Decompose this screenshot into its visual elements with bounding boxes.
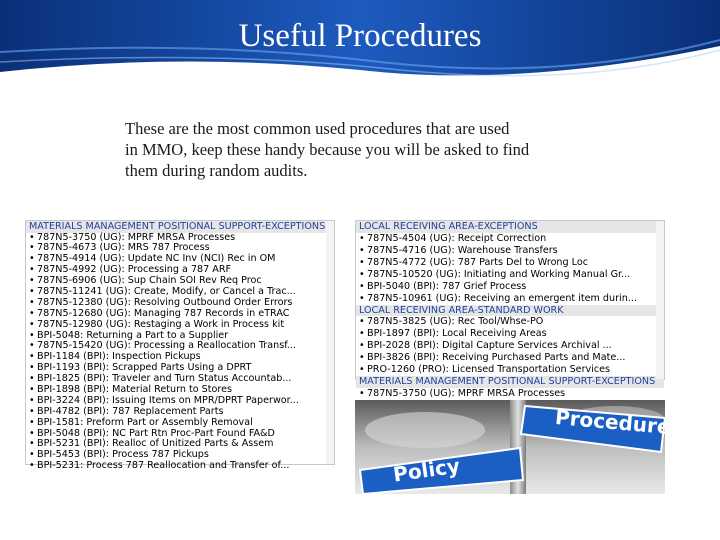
bullet: •	[359, 268, 365, 280]
bullet: •	[29, 318, 35, 330]
intro-line: in MMO, keep these handy because you will be asked to find	[125, 140, 530, 159]
bullet: •	[29, 329, 35, 341]
bullet: •	[359, 340, 365, 351]
bullet: •	[29, 351, 35, 363]
procedure-label: 787N5-4673 (UG): MRS 787 Process	[37, 242, 210, 254]
procedure-label: 787N5-11241 (UG): Create, Modify, or Cancel a Trac...	[37, 285, 296, 297]
bullet: •	[29, 427, 35, 439]
procedure-link[interactable]	[356, 316, 664, 328]
scrollbar[interactable]	[326, 221, 334, 464]
procedure-label: BPI-1897 (BPI): Local Receiving Areas	[367, 328, 547, 339]
slide-title: Useful Procedures	[238, 18, 482, 54]
procedure-label: BPI-5048: Returning a Part to a Supplier	[37, 329, 229, 341]
bullet: •	[359, 328, 365, 339]
intro-line: them during random audits.	[125, 161, 308, 180]
bullet: •	[29, 253, 35, 265]
procedure-label: BPI-5048 (BPI): NC Part Rtn Proc-Part Found FA&D	[37, 427, 275, 439]
procedure-label: 787N5-12680 (UG): Managing 787 Records in eTRAC	[37, 307, 290, 319]
procedure-link[interactable]	[356, 352, 664, 364]
procedures-list-left	[25, 220, 335, 472]
section-header: MATERIALS MANAGEMENT POSITIONAL SUPPORT-EXCEPTIONS	[26, 221, 334, 233]
bullet: •	[29, 296, 35, 308]
bullet: •	[29, 362, 35, 374]
procedure-label: 787N5-3750 (UG): MPRF MRSA Processes	[37, 231, 236, 243]
procedure-link[interactable]	[356, 233, 664, 245]
procedure-label: 787N5-4504 (UG): Receipt Correction	[367, 232, 547, 244]
scrollbar[interactable]	[656, 221, 664, 379]
bullet: •	[29, 307, 35, 319]
procedure-label: 787N5-4716 (UG): Warehouse Transfers	[367, 244, 558, 256]
procedure-label: BPI-5040 (BPI): 787 Grief Process	[367, 280, 527, 292]
procedure-link[interactable]	[356, 257, 664, 269]
bullet: •	[29, 383, 35, 395]
intro-line: These are the most common used procedures that are used	[125, 119, 510, 138]
procedure-label: BPI-5231 (BPI): Realloc of Unitized Parts & Assem	[37, 438, 274, 450]
procedure-link[interactable]	[356, 281, 664, 293]
procedure-label: 787N5-4992 (UG): Processing a 787 ARF	[37, 264, 232, 276]
bullet: •	[359, 364, 365, 375]
procedure-label: 787N5-12380 (UG): Resolving Outbound Order Errors	[37, 296, 293, 308]
procedure-label: 787N5-10520 (UG): Initiating and Working Manual Gr...	[367, 268, 631, 280]
procedure-link[interactable]	[356, 340, 664, 352]
procedure-label: PRO-1260 (PRO): Licensed Transportation Services	[367, 364, 611, 375]
bullet: •	[359, 280, 365, 292]
procedure-label: 787N5-4914 (UG): Update NC Inv (NCI) Rec in OM	[37, 253, 276, 265]
procedure-link[interactable]	[356, 293, 664, 305]
section-header: LOCAL RECEIVING AREA-STANDARD WORK	[356, 305, 664, 317]
bullet: •	[29, 275, 35, 287]
bullet: •	[29, 231, 35, 243]
bullet: •	[29, 340, 35, 352]
procedure-label: BPI-3826 (BPI): Receiving Purchased Parts and Mate...	[367, 352, 626, 363]
procedure-label: BPI-2028 (BPI): Digital Capture Services Archival ...	[367, 340, 612, 351]
bullet: •	[29, 285, 35, 297]
bullet: •	[29, 416, 35, 428]
procedure-label: BPI-5453 (BPI): Process 787 Pickups	[37, 449, 209, 461]
bullet: •	[29, 394, 35, 406]
bullet: •	[359, 352, 365, 363]
sign-policy-label: Policy	[391, 453, 462, 487]
bullet: •	[359, 232, 365, 244]
bullet: •	[359, 316, 365, 327]
section-header: MATERIALS MANAGEMENT POSITIONAL SUPPORT-EXCEPTIONS	[356, 376, 664, 388]
procedure-label: BPI-3224 (BPI): Issuing Items on MPR/DPRT Paperwor...	[37, 394, 299, 406]
procedure-label: 787N5-3825 (UG): Rec Tool/Whse-PO	[367, 316, 544, 327]
procedures-list-right	[355, 220, 665, 399]
bullet: •	[359, 244, 365, 256]
procedure-label: 787N5-15420 (UG): Processing a Reallocation Transf...	[37, 340, 297, 352]
procedure-label: BPI-1184 (BPI): Inspection Pickups	[37, 351, 201, 363]
bullet: •	[359, 256, 365, 268]
bullet: •	[29, 264, 35, 276]
procedure-label: BPI-1193 (BPI): Scrapped Parts Using a DPRT	[37, 362, 252, 374]
bullet: •	[29, 405, 35, 417]
bullet: •	[359, 292, 365, 304]
procedure-label: 787N5-3750 (UG): MPRF MRSA Processes	[367, 387, 566, 399]
procedure-label: 787N5-4772 (UG): 787 Parts Del to Wrong Loc	[367, 256, 588, 268]
bullet: •	[29, 438, 35, 450]
procedure-label: 787N5-10961 (UG): Receiving an emergent item durin...	[367, 292, 637, 304]
procedure-policy-signs-photo	[355, 400, 672, 494]
intro-text	[125, 118, 600, 181]
procedure-list	[26, 233, 334, 473]
bullet: •	[359, 387, 365, 399]
procedure-link[interactable]	[356, 328, 664, 340]
sign-procedure-label: Procedure	[554, 405, 672, 439]
procedure-label: BPI-5231: Process 787 Reallocation and Transfer of...	[37, 460, 290, 472]
procedure-link[interactable]	[356, 269, 664, 281]
procedure-label: BPI-1825 (BPI): Traveler and Turn Status Accountab...	[37, 373, 292, 385]
bullet: •	[29, 449, 35, 461]
procedure-label: 787N5-6906 (UG): Sup Chain SOI Rev Req Proc	[37, 275, 262, 287]
bullet: •	[29, 242, 35, 254]
procedure-label: 787N5-12980 (UG): Restaging a Work in Process kit	[37, 318, 285, 330]
section-header: LOCAL RECEIVING AREA-EXCEPTIONS	[356, 221, 664, 233]
procedure-link[interactable]	[26, 461, 334, 472]
procedure-label: BPI-1581: Preform Part or Assembly Removal	[37, 416, 253, 428]
procedure-link[interactable]	[356, 364, 664, 376]
bullet: •	[29, 460, 35, 472]
procedure-label: BPI-1898 (BPI): Material Return to Stores	[37, 383, 233, 395]
procedure-label: BPI-4782 (BPI): 787 Replacement Parts	[37, 405, 224, 417]
procedure-link[interactable]	[356, 245, 664, 257]
procedure-link[interactable]	[356, 388, 664, 400]
procedure-sections	[356, 221, 664, 400]
bullet: •	[29, 373, 35, 385]
